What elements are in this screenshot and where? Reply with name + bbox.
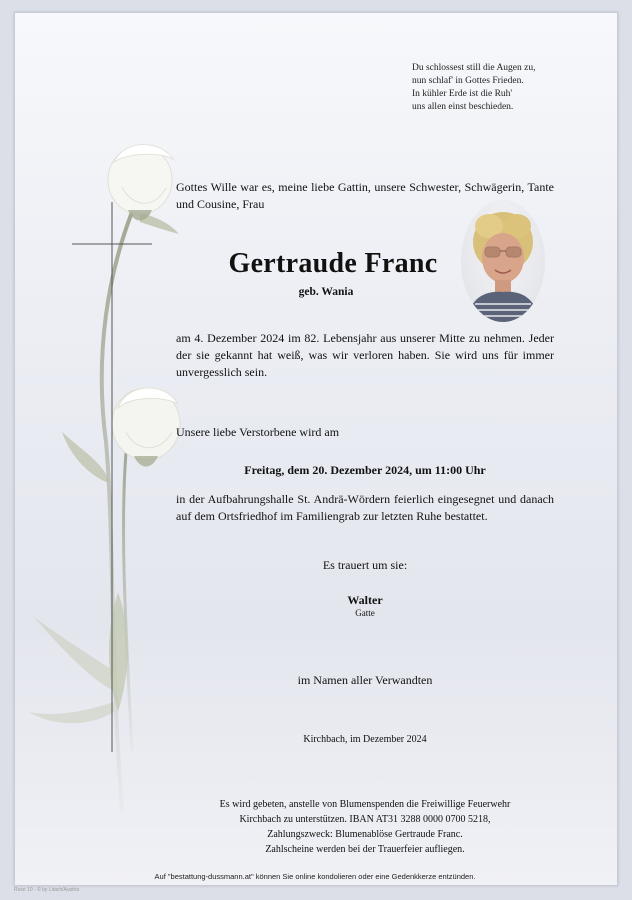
- mourning-line: Es trauert um sie:: [322, 558, 408, 572]
- image-credit: Rose 10 - © by Litach/Austria: [14, 887, 80, 893]
- death-text: am 4. Dezember 2024 im 82. Lebensjahr aus unserer Mitte zu nehmen. Jeder der sie gekannt hat weiß, was wir verloren haben. Sie wird uns für immer unvergesslich sein.: [176, 331, 554, 379]
- donation-line: Zahlungszweck: Blumenablöse Gertraude Franc.: [267, 829, 463, 840]
- stem: [124, 452, 132, 752]
- poem: [412, 62, 582, 114]
- deceased-name: Gertraude Franc: [228, 248, 438, 279]
- online-condolence-note: Auf "bestattung-dussmann.at" können Sie online kondolieren oder eine Gedenkkerze entzünden.: [154, 872, 476, 881]
- rose-bottom: [112, 388, 180, 467]
- donation-line: Kirchbach zu unterstützen. IBAN AT31 3288 0000 0700 5218,: [239, 814, 491, 825]
- donation-note: [176, 797, 554, 857]
- birth-name: geb. Wania: [298, 286, 354, 298]
- funeral-intro: Unsere liebe Verstorbene wird am: [176, 425, 340, 439]
- mourner-relation: Gatte: [355, 608, 375, 618]
- poem-line: nun schlaf' in Gottes Frieden.: [412, 76, 524, 86]
- relatives-line: im Namen aller Verwandten: [297, 673, 433, 687]
- mourner-name: Walter: [347, 593, 383, 607]
- leaf: [29, 702, 114, 723]
- leaf: [34, 617, 116, 692]
- donation-line: Es wird gebeten, anstelle von Blumenspenden die Freiwillige Feuerwehr: [219, 799, 511, 810]
- stem: [102, 212, 132, 812]
- poem-line: uns allen einst beschieden.: [412, 102, 514, 112]
- poem-line: In kühler Erde ist die Ruh': [412, 89, 513, 99]
- place-date: Kirchbach, im Dezember 2024: [303, 734, 427, 745]
- leaf: [62, 432, 110, 482]
- poem-line: Du schlossest still die Augen zu,: [412, 63, 536, 73]
- intro-text: Gottes Wille war es, meine liebe Gattin, unsere Schwester, Schwägerin, Tante und Cousine, Frau: [176, 180, 554, 211]
- donation-line: Zahlscheine werden bei der Trauerfeier aufliegen.: [265, 844, 465, 855]
- funeral-date: Freitag, dem 20. Dezember 2024, um 11:00 Uhr: [244, 463, 486, 477]
- rose-top: [108, 144, 174, 220]
- funeral-text: in der Aufbahrungshalle St. Andrä-Wördern feierlich eingesegnet und danach auf dem Ortsfriedhof im Familiengrab zur letzten Ruhe bestattet.: [176, 492, 554, 523]
- portrait-photo: [461, 200, 545, 322]
